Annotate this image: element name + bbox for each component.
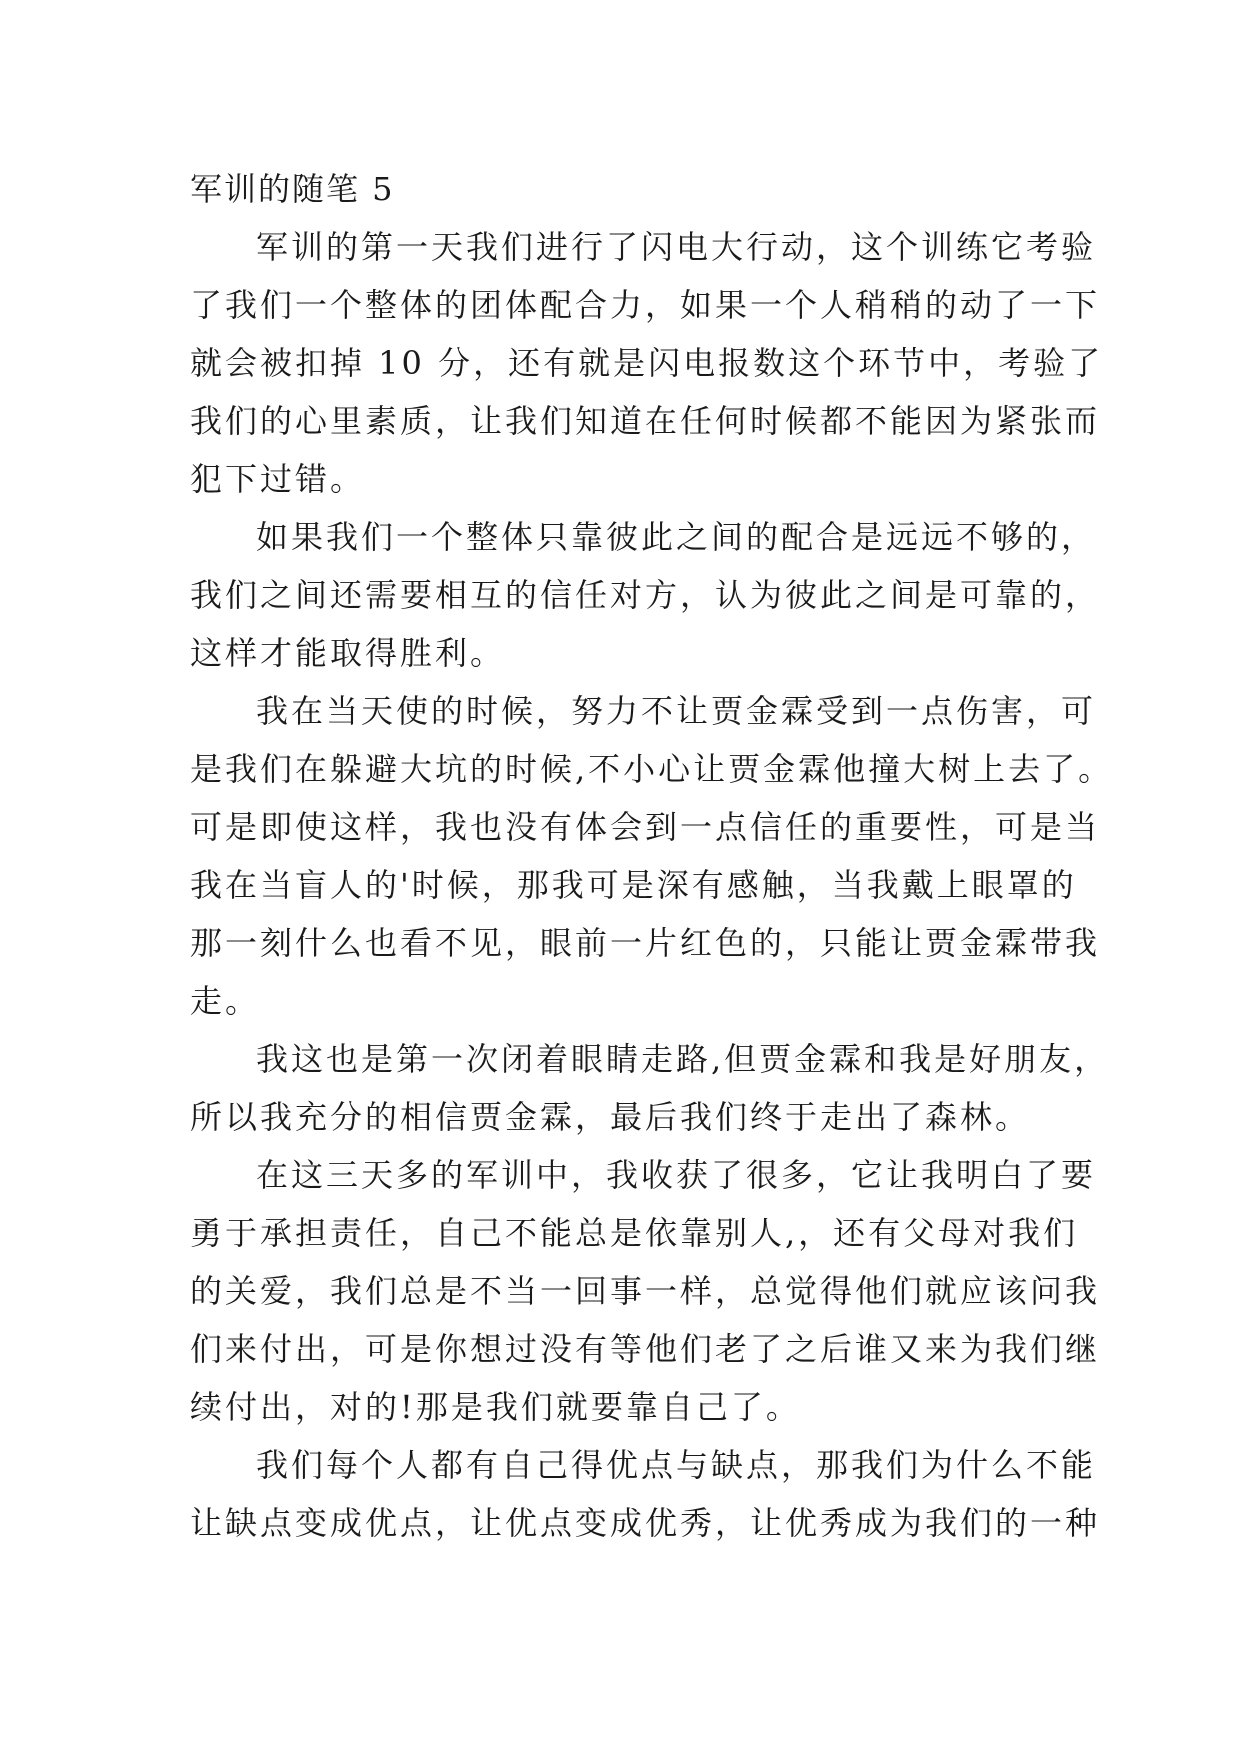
paragraph-line: 们来付出，可是你想过没有等他们老了之后谁又来为我们继 bbox=[190, 1330, 1101, 1368]
paragraph-4 bbox=[190, 1030, 1110, 1146]
paragraph-line: 勇于承担责任，自己不能总是依靠别人,，还有父母对我们 bbox=[190, 1214, 1079, 1252]
paragraph-line: 的关爱，我们总是不当一回事一样，总觉得他们就应该问我 bbox=[190, 1272, 1101, 1310]
paragraph-line: 可是即使这样，我也没有体会到一点信任的重要性，可是当 bbox=[190, 808, 1101, 846]
paragraph-line: 我们每个人都有自己得优点与缺点，那我们为什么不能 bbox=[256, 1446, 1097, 1484]
paragraph-line: 这样才能取得胜利。 bbox=[190, 634, 506, 672]
paragraph-1 bbox=[190, 218, 1104, 508]
paragraph-line: 走。 bbox=[190, 982, 261, 1020]
paragraph-line: 就会被扣掉 10 分，还有就是闪电报数这个环节中，考验了 bbox=[190, 344, 1104, 382]
paragraph-line: 如果我们一个整体只靠彼此之间的配合是远远不够的， bbox=[256, 518, 1097, 556]
paragraph-5 bbox=[190, 1146, 1101, 1436]
paragraph-line: 军训的第一天我们进行了闪电大行动，这个训练它考验 bbox=[256, 228, 1097, 266]
document-title: 军训的随笔 5 bbox=[190, 170, 395, 208]
paragraph-line: 我们之间还需要相互的信任对方，认为彼此之间是可靠的， bbox=[190, 576, 1101, 614]
paragraph-line: 是我们在躲避大坑的时候,不小心让贾金霖他撞大树上去了。 bbox=[190, 750, 1114, 788]
paragraph-line: 那一刻什么也看不见，眼前一片红色的，只能让贾金霖带我 bbox=[190, 924, 1101, 962]
paragraph-line: 我们的心里素质，让我们知道在任何时候都不能因为紧张而 bbox=[190, 402, 1101, 440]
paragraph-line: 我在当盲人的'时候，那我可是深有感触，当我戴上眼罩的 bbox=[190, 866, 1077, 904]
paragraph-2 bbox=[190, 508, 1101, 682]
paragraph-line: 所以我充分的相信贾金霖，最后我们终于走出了森林。 bbox=[190, 1098, 1031, 1136]
paragraph-6 bbox=[190, 1436, 1101, 1552]
paragraph-3 bbox=[190, 682, 1114, 1030]
paragraph-line: 我在当天使的时候，努力不让贾金霖受到一点伤害，可 bbox=[256, 692, 1097, 730]
paragraph-line: 我这也是第一次闭着眼睛走路,但贾金霖和我是好朋友， bbox=[256, 1040, 1110, 1078]
paragraph-line: 续付出，对的!那是我们就要靠自己了。 bbox=[190, 1388, 801, 1426]
paragraph-line: 让缺点变成优点，让优点变成优秀，让优秀成为我们的一种 bbox=[190, 1504, 1101, 1542]
paragraph-line: 在这三天多的军训中，我收获了很多，它让我明白了要 bbox=[256, 1156, 1097, 1194]
paragraph-line: 犯下过错。 bbox=[190, 460, 366, 498]
paragraph-line: 了我们一个整体的团体配合力，如果一个人稍稍的动了一下 bbox=[190, 286, 1101, 324]
